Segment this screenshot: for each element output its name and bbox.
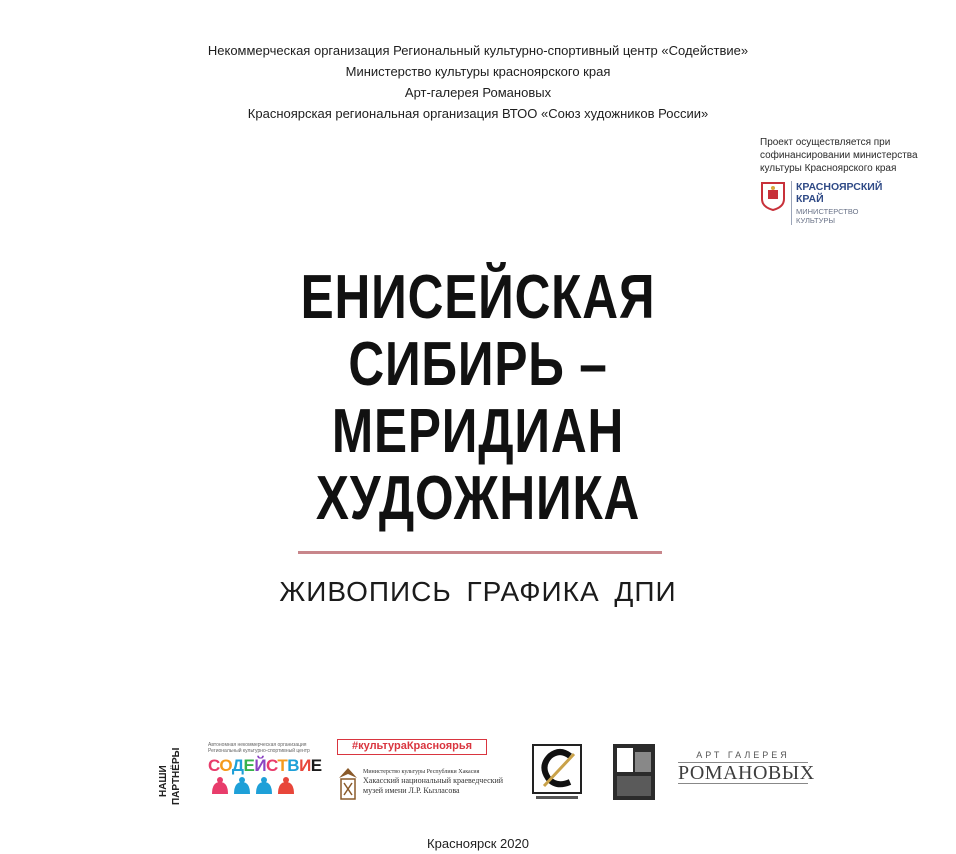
sodeistvie-letter: Е bbox=[243, 756, 255, 775]
sodeistvie-letter: В bbox=[287, 756, 300, 775]
sodeistvie-letter: Т bbox=[277, 756, 288, 775]
sodeistvie-figures-icon bbox=[208, 776, 308, 796]
title-line: СИБИРЬ – bbox=[348, 330, 608, 399]
gallery-name: РОМАНОВЫХ bbox=[678, 762, 815, 784]
sodeistvie-logo bbox=[208, 742, 322, 802]
sodeistvie-caption: Автономная некоммерческая организация Региональный культурно-спортивный центр bbox=[208, 742, 310, 754]
title-line: ЕНИСЕЙСКАЯ bbox=[300, 263, 656, 332]
organization-line: Министерство культуры красноярского края bbox=[345, 64, 611, 79]
partners-label-line2: ПАРТНЁРЫ bbox=[171, 747, 182, 805]
khakas-museum-logo bbox=[335, 764, 515, 804]
sponsor-note: Проект осуществляется при софинансировании министерства культуры Красноярского края bbox=[760, 137, 918, 174]
sodeistvie-letter: О bbox=[219, 756, 232, 775]
krai-ministry-logo bbox=[760, 181, 930, 225]
organizations-header bbox=[0, 40, 956, 124]
title-divider bbox=[298, 551, 662, 554]
museum-emblem-icon bbox=[337, 766, 359, 802]
sodeistvie-letter: Й bbox=[254, 756, 267, 775]
organization-line: Некоммерческая организация Региональный культурно-спортивный центр «Содействие» bbox=[207, 43, 749, 58]
title-line: МЕРИДИАН bbox=[331, 397, 625, 466]
subtitle: ЖИВОПИСЬ ГРАФИКА ДПИ bbox=[279, 576, 677, 607]
sodeistvie-wordmark bbox=[208, 756, 322, 776]
sodeistvie-letter: С bbox=[208, 756, 220, 775]
krai-ministry: МИНИСТЕРСТВО КУЛЬТУРЫ bbox=[796, 207, 859, 225]
sodeistvie-letter: И bbox=[299, 756, 311, 775]
museum-building-icon bbox=[611, 742, 657, 802]
main-title bbox=[0, 264, 956, 532]
coat-of-arms-icon bbox=[760, 181, 786, 211]
sodeistvie-letter: Д bbox=[231, 756, 244, 775]
khakas-museum-named: музей имени Л.Р. Кызласова bbox=[363, 786, 460, 795]
organization-line: Красноярская региональная организация ВТОО «Союз художников России» bbox=[247, 106, 709, 121]
organization-line: Арт-галерея Романовых bbox=[404, 85, 552, 100]
romanov-gallery-logo bbox=[678, 750, 815, 794]
krai-name: КРАСНОЯРСКИЙ КРАЙ bbox=[796, 181, 883, 205]
title-line: ХУДОЖНИКА bbox=[315, 464, 641, 533]
partners-label-line1: НАШИ bbox=[158, 765, 169, 797]
partners-label bbox=[150, 745, 190, 805]
sodeistvie-letter: С bbox=[266, 756, 278, 775]
hashtag-logo: #культураКрасноярья bbox=[337, 739, 487, 755]
khakas-ministry: Министерство культуры Республики Хакасия bbox=[363, 769, 480, 775]
city-year: Красноярск 2020 bbox=[427, 836, 529, 851]
khakas-museum-name: Хакасский национальный краеведческий bbox=[363, 776, 504, 785]
achinsk-museum-logo bbox=[611, 742, 657, 802]
sodeistvie-letter: Е bbox=[310, 756, 322, 775]
artists-union-logo-icon bbox=[530, 742, 584, 804]
gallery-caption: АРТ ГАЛЕРЕЯ bbox=[696, 750, 790, 760]
sponsor-block bbox=[760, 136, 930, 225]
